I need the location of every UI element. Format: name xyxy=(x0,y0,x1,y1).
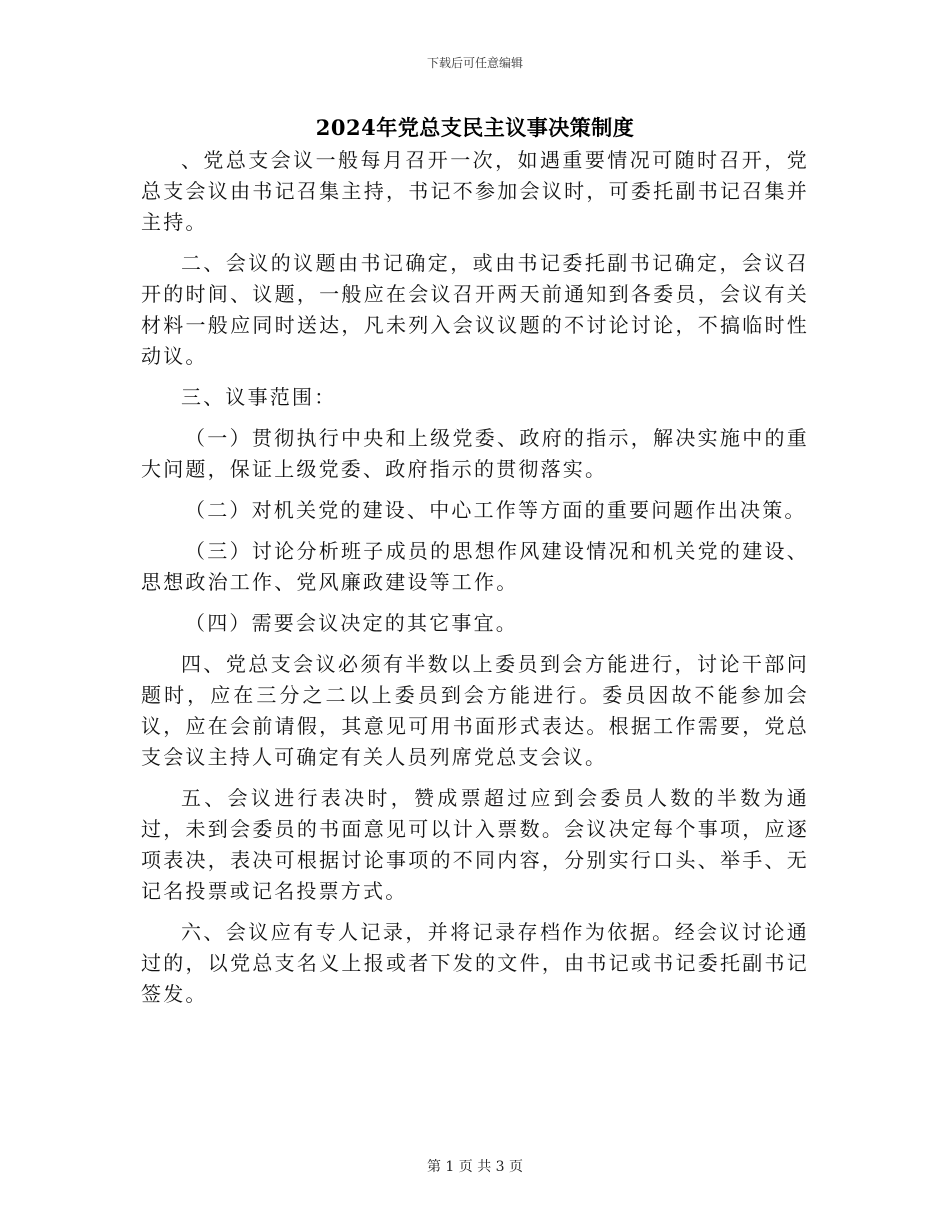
document-body xyxy=(141,145,809,1020)
paragraph-scope-1: （一）贯彻执行中央和上级党委、政府的指示，解决实施中的重大问题，保证上级党委、政府指示的贯彻落实。 xyxy=(141,426,809,481)
paragraph-5: 五、会议进行表决时，赞成票超过应到会委员人数的半数为通过，未到会委员的书面意见可以计入票数。会议决定每个事项，应逐项表决，表决可根据讨论事项的不同内容，分别实行口头、举手、无记名投票或记名投票方式。 xyxy=(141,786,809,903)
document-title: 2024年党总支民主议事决策制度 xyxy=(315,115,635,140)
header-note: 下载后可任意编辑 xyxy=(426,56,523,70)
paragraph-scope-4: （四）需要会议决定的其它事宜。 xyxy=(185,611,518,635)
paragraph-1: 、党总支会议一般每月召开一次，如遇重要情况可随时召开，党总支会议由书记召集主持，书记不参加会议时，可委托副书记召集并主持。 xyxy=(141,148,809,234)
paragraph-6: 六、会议应有专人记录，并将记录存档作为依据。经会议讨论通过的，以党总支名义上报或者下发的文件，由书记或书记委托副书记签发。 xyxy=(141,920,809,1006)
page-number: 第 1 页 共 3 页 xyxy=(426,1159,524,1175)
paragraph-4: 四、党总支会议必须有半数以上委员到会方能进行，讨论干部问题时，应在三分之二以上委员到会方能进行。委员因故不能参加会议，应在会前请假，其意见可用书面形式表达。根据工作需要，党总支会议主持人可确定有关人员列席党总支会议。 xyxy=(141,652,809,769)
paragraph-2: 二、会议的议题由书记确定，或由书记委托副书记确定，会议召开的时间、议题，一般应在会议召开两天前通知到各委员，会议有关材料一般应同时送达，凡未列入会议议题的不讨论讨论，不搞临时性动议。 xyxy=(141,251,809,368)
paragraph-3: 三、议事范围： xyxy=(181,385,337,409)
paragraph-scope-3: （三）讨论分析班子成员的思想作风建设情况和机关党的建设、思想政治工作、党风廉政建设等工作。 xyxy=(141,539,809,594)
paragraph-scope-2: （二）对机关党的建设、中心工作等方面的重要问题作出决策。 xyxy=(185,498,807,522)
